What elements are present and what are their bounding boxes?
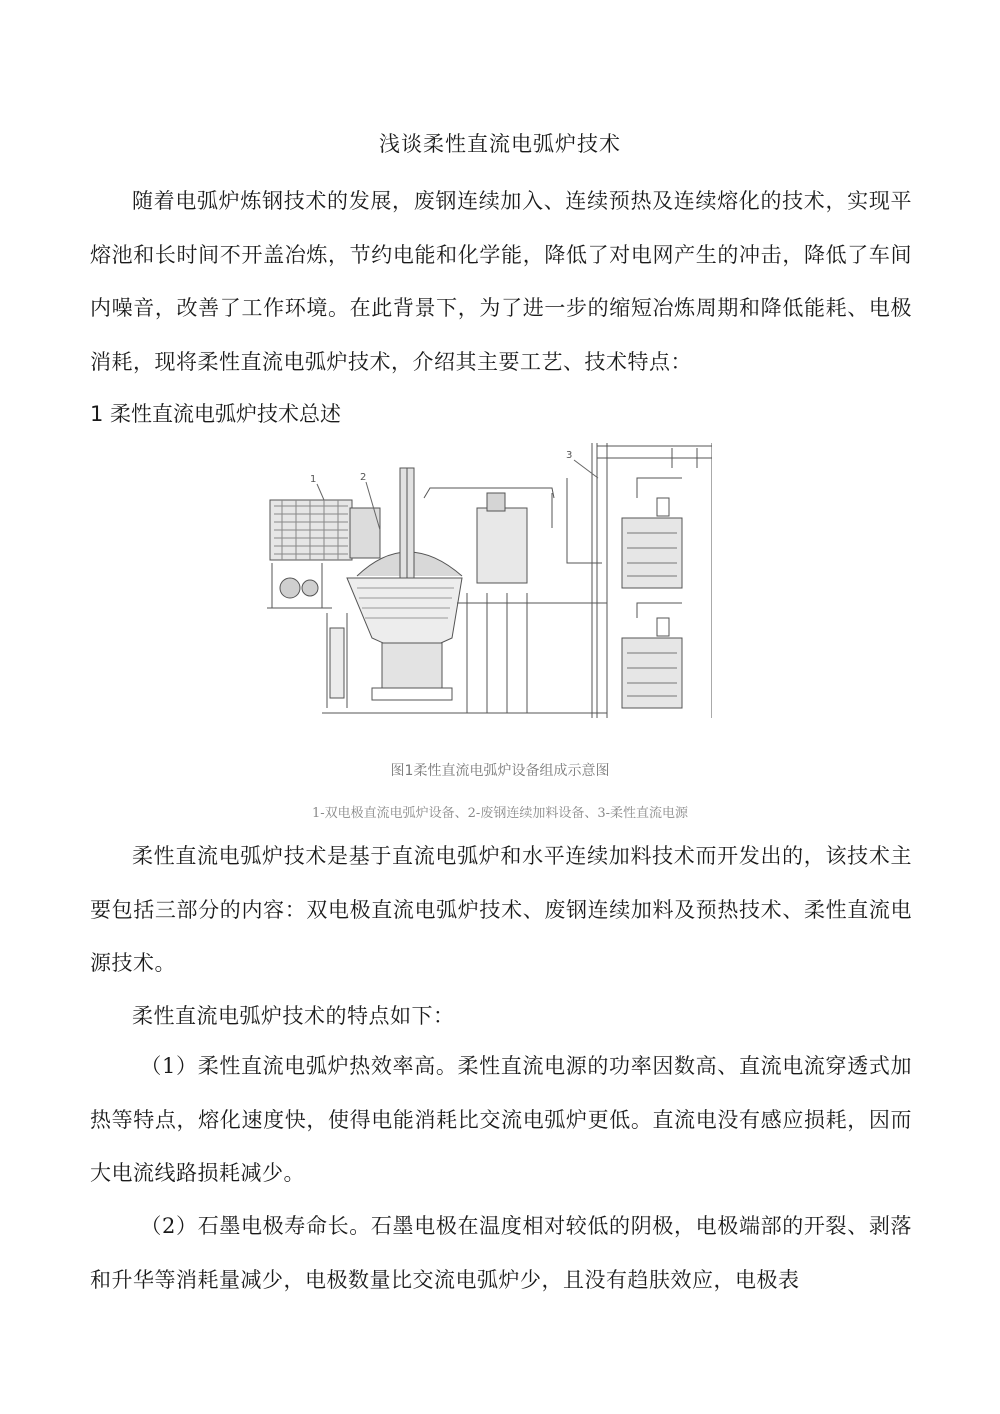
document-title: 浅谈柔性直流电弧炉技术 [379,132,621,156]
callout-2: 1 [310,474,317,485]
intro-paragraph: 随着电弧炉炼钢技术的发展，废钢连续加入、连续预热及连续熔化的技术，实现平熔池和长时间不开盖冶炼，节约电能和化学能，降低了对电网产生的冲击，降低了车间内噪音，改善了工作环境。在此背景下，为了进一步的缩短冶炼周期和降低能耗、电极消耗，现将柔性直流电弧炉技术，介绍其主要工艺、技术特点： [90,189,912,374]
callout-3: 3 [566,450,573,461]
section-1-heading: 1 柔性直流电弧炉技术总述 [90,402,342,426]
feature-item-1: （1）柔性直流电弧炉热效率高。柔性直流电源的功率因数高、直流电流穿透式加热等特点，熔化速度快，使得电能消耗比交流电弧炉更低。直流电没有感应损耗，因而大电流线路损耗减少。 [90,1054,912,1185]
equipment-diagram [262,438,712,723]
callout-1: 2 [360,472,367,483]
figure-subcaption: 1-双电极直流电弧炉设备、2-废钢连续加料设备、3-柔性直流电源 [312,806,688,821]
paragraph-2: 柔性直流电弧炉技术是基于直流电弧炉和水平连续加料技术而开发出的，该技术主要包括三部分的内容：双电极直流电弧炉技术、废钢连续加料及预热技术、柔性直流电源技术。 [90,844,912,975]
feature-item-2: （2）石墨电极寿命长。石墨电极在温度相对较低的阴极，电极端部的开裂、剥落和升华等消耗量减少，电极数量比交流电弧炉少，且没有趋肤效应，电极表 [90,1214,912,1292]
figure-caption: 图1柔性直流电弧炉设备组成示意图 [390,763,610,779]
paragraph-3: 柔性直流电弧炉技术的特点如下： [132,1004,455,1028]
